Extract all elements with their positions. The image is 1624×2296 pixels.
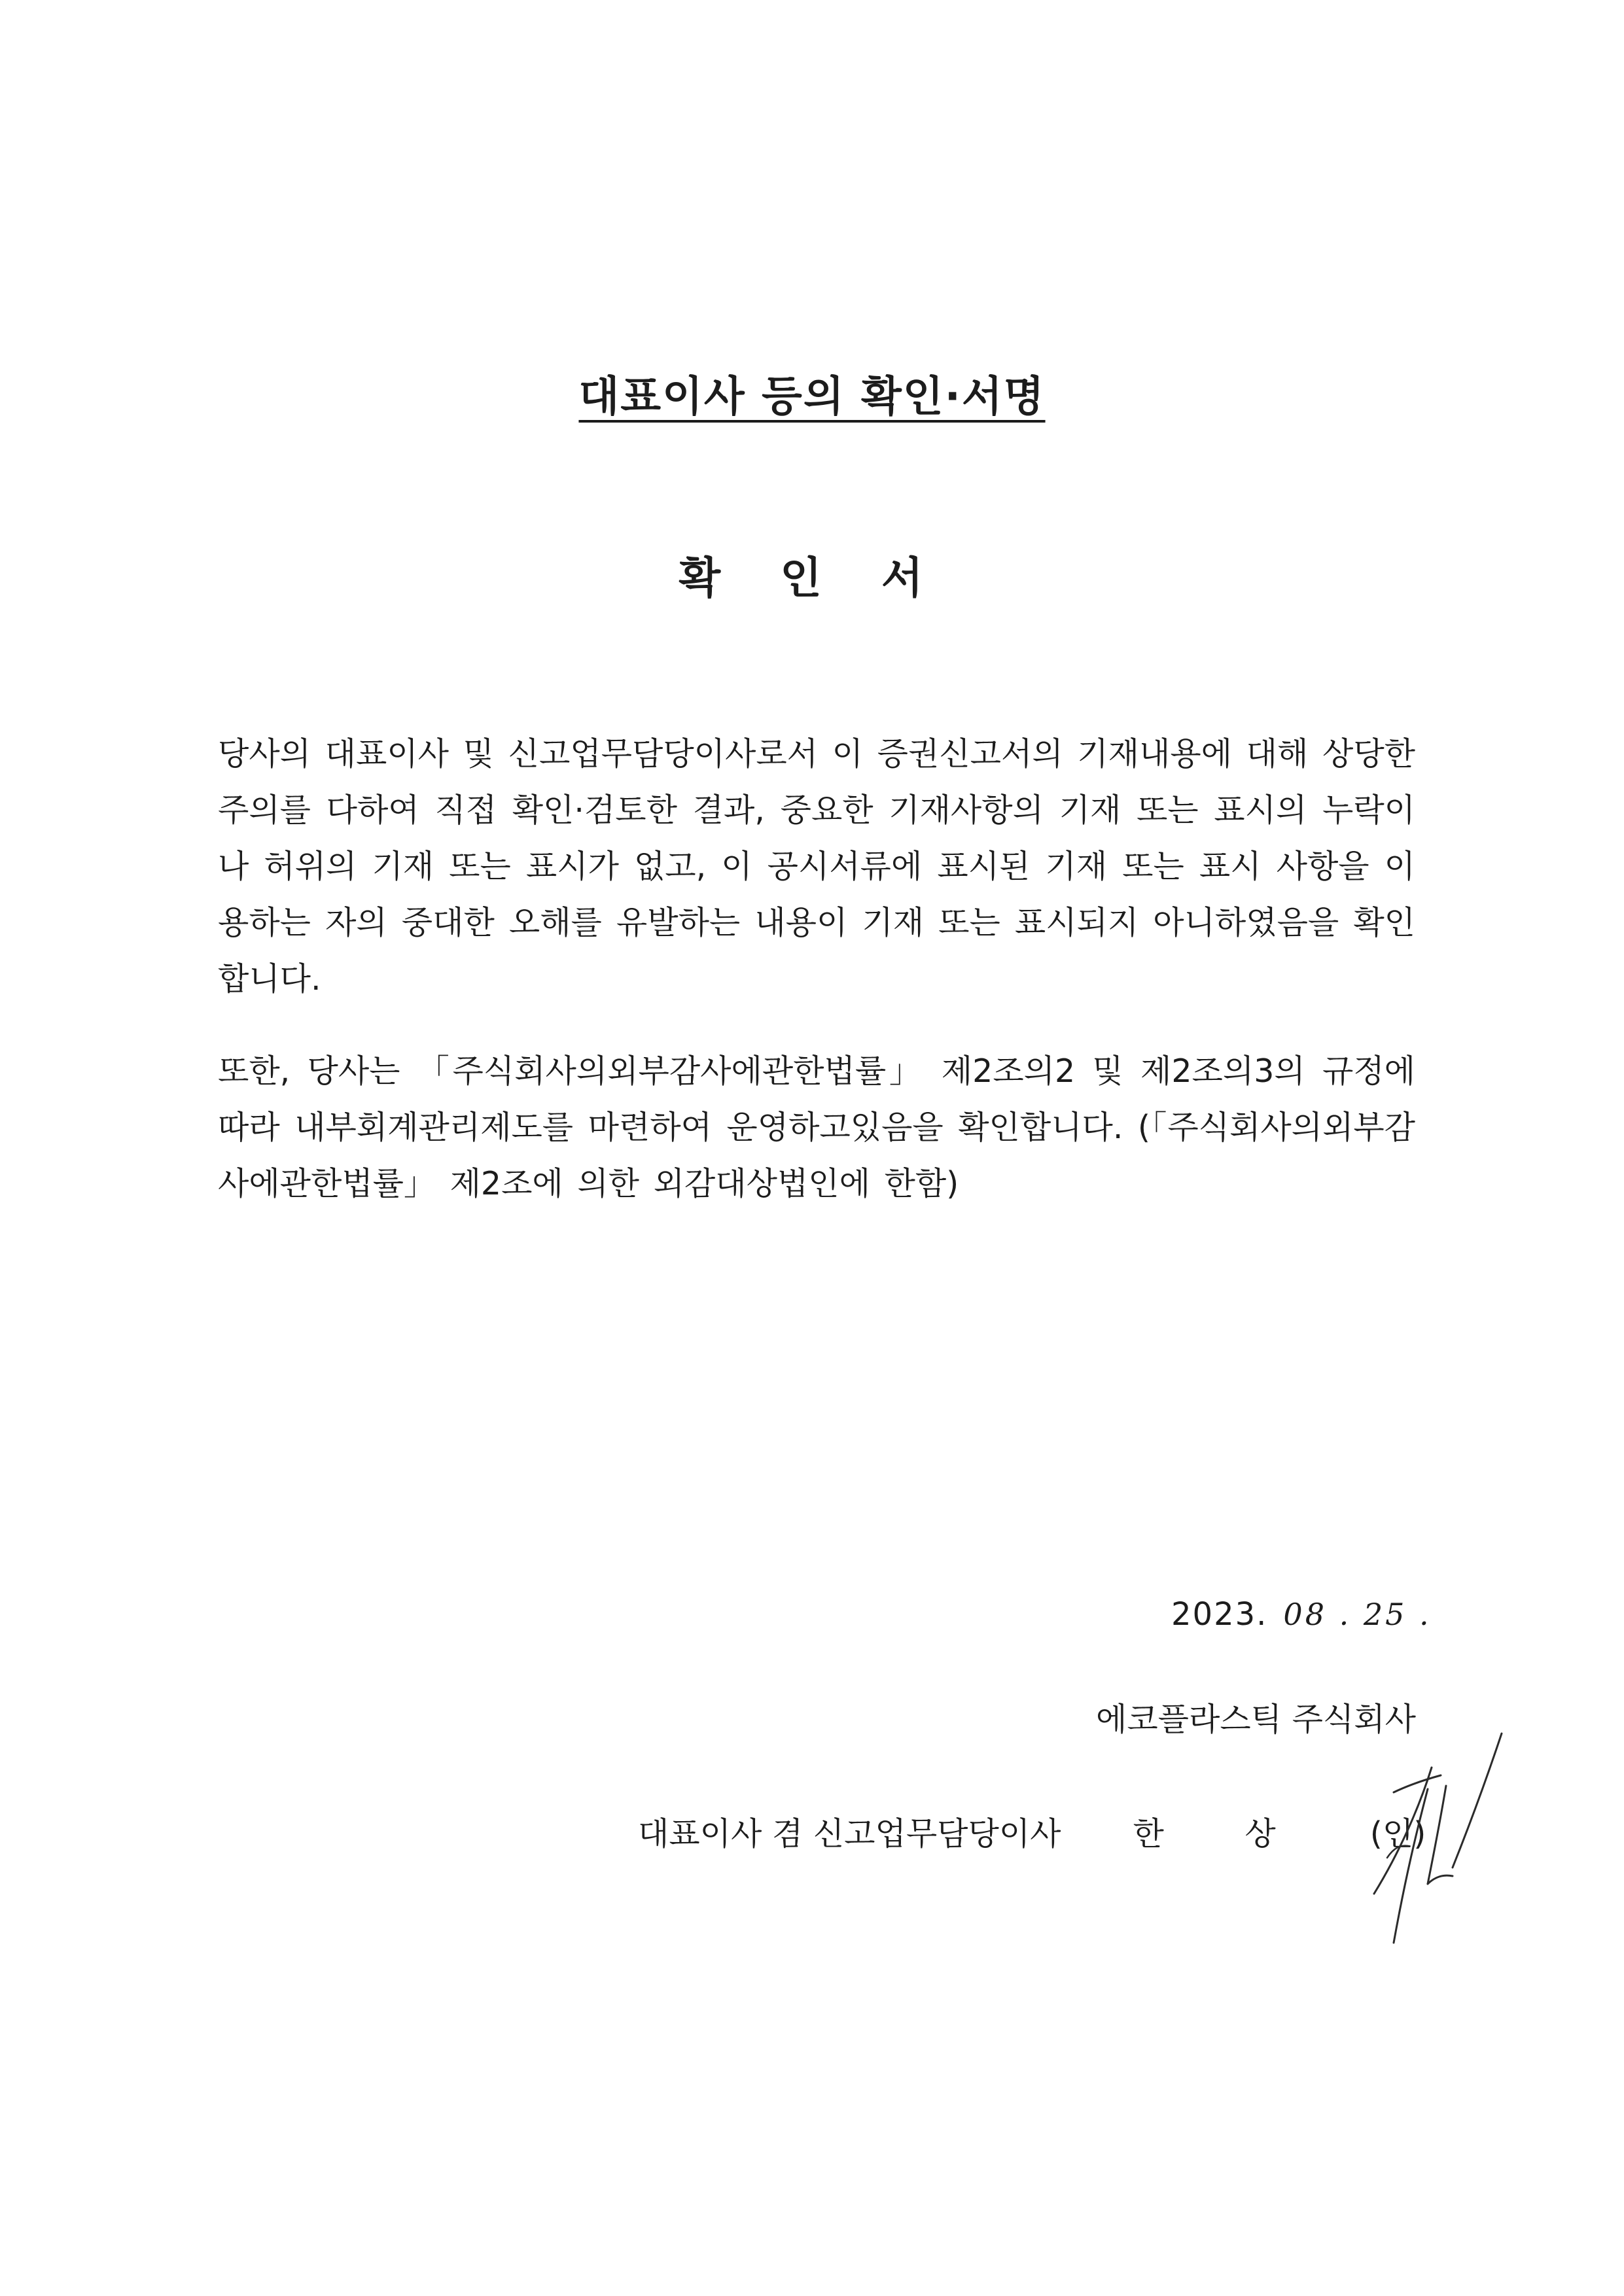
date-printed: 2023.	[1171, 1596, 1268, 1633]
signer-line	[638, 1809, 1426, 1854]
signer-title: 대표이사 겸 신고업무담당이사	[638, 1815, 1061, 1852]
handwritten-signature-icon	[1348, 1707, 1505, 1949]
document-subtitle: 확 인 서	[679, 553, 945, 603]
confirmation-paragraph: 당사의 대표이사 및 신고업무담당이사로서 이 증권신고서의 기재내용에 대해 상당한 주의를 다하여 직접 확인·검토한 결과, 중요한 기재사항의 기재 또는 표시의 누락이나 허위의 기재 또는 표시가 없고, 이 공시서류에 표시된 기재 또는 표시 사항을 이용하는 자의 중대한 오해를 유발하는 내용이 기재 또는 표시되지 아니하였음을 확인합니다.	[218, 735, 1415, 998]
date-handwritten: 08 . 25 .	[1283, 1597, 1432, 1632]
seal-mark: (인)	[1369, 1815, 1426, 1852]
page-title-text: 대표이사 등의 확인·서명	[578, 373, 1046, 421]
date-line	[1171, 1596, 1432, 1633]
internal-control-paragraph: 또한, 당사는 「주식회사의외부감사에관한법률」 제2조의2 및 제2조의3의 규정에 따라 내부회계관리제도를 마련하여 운영하고있음을 확인합니다. (「주식회사의외부감사에관한법률」 제2조에 의한 외감대상법인에 한함)	[218, 1052, 1415, 1202]
page-title	[0, 363, 1624, 423]
signer-name: 한 상	[1133, 1815, 1311, 1852]
company-name: 에코플라스틱 주식회사	[1096, 1701, 1416, 1738]
